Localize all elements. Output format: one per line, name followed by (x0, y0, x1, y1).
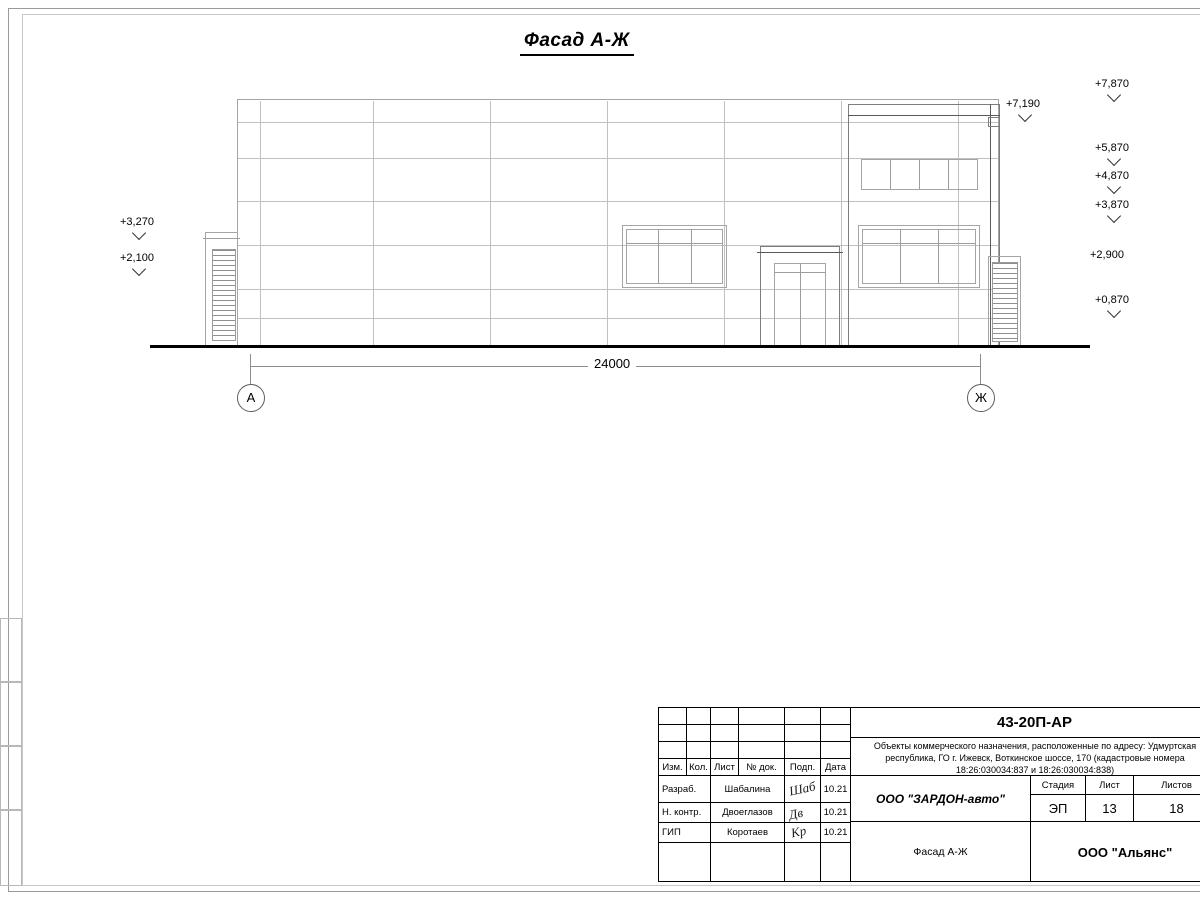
sheet-side-tab-3 (0, 746, 22, 810)
status-value-sheet: 13 (1086, 795, 1134, 822)
window-divider (938, 229, 939, 284)
role-date-nkontr: 10.21 (821, 803, 851, 823)
revision-cell (687, 725, 711, 742)
revision-header-data: Дата (821, 759, 851, 776)
level-mark (1095, 78, 1129, 90)
level-mark (1095, 199, 1129, 211)
level-value: +3,270 (120, 216, 154, 228)
axis-stem (980, 366, 981, 384)
revision-cell (785, 708, 821, 725)
level-arrow-icon (1107, 152, 1121, 166)
role-date-gip: 10.21 (821, 823, 851, 843)
level-mark (120, 252, 154, 264)
object-description: Объекты коммерческого назначения, расположенные по адресу: Удмуртская республика, ГО г. Ижевск, Воткинское шоссе, 170 (кадастровые номера 18:26:030034:837 и 18:26:030034:838) (851, 738, 1200, 776)
signature-gip: Кр (789, 822, 808, 841)
level-arrow-icon (1107, 304, 1121, 318)
mullion (607, 101, 608, 345)
revision-cell (687, 708, 711, 725)
role-name-nkontr: Двоеглазов (711, 803, 785, 823)
window-divider (890, 160, 891, 189)
designer-org: ООО "ЗАРДОН-авто" (876, 791, 1005, 806)
level-mark (1095, 294, 1129, 306)
status-header-sheet: Лист (1086, 776, 1134, 795)
builder-org-cell (1031, 822, 1200, 882)
window-large-right-inner (862, 229, 976, 284)
mullion (373, 101, 374, 345)
window-divider (948, 160, 949, 189)
overall-dimension-label: 24000 (588, 356, 636, 371)
mullion (260, 101, 261, 345)
level-value: +3,870 (1095, 199, 1129, 211)
sheet-side-tab-2 (0, 682, 22, 746)
window-divider (919, 160, 920, 189)
revision-cell (687, 742, 711, 759)
role-date-razrab: 10.21 (821, 776, 851, 803)
status-header-sheets: Листов (1134, 776, 1200, 795)
role-name-gip: Коротаев (711, 823, 785, 843)
title-block (658, 707, 1200, 882)
window-divider (626, 243, 723, 244)
axis-marker-a: А (237, 384, 265, 412)
level-mark (1090, 249, 1124, 261)
revision-cell (821, 742, 851, 759)
stamp-blank-cell (659, 843, 711, 882)
window-large-left-inner (626, 229, 723, 284)
revision-header-izm: Изм. (659, 759, 687, 776)
revision-header-list: Лист (711, 759, 739, 776)
role-label-gip: ГИП (659, 823, 711, 843)
level-mark (1095, 170, 1129, 182)
level-arrow-icon (132, 226, 146, 240)
status-value-stage: ЭП (1031, 795, 1086, 822)
sheet-side-tab-1 (0, 618, 22, 682)
revision-cell (821, 725, 851, 742)
role-label-nkontr: Н. контр. (659, 803, 711, 823)
level-mark (120, 216, 154, 228)
page-title: Фасад А-Ж (520, 30, 634, 56)
revision-cell (711, 725, 739, 742)
revision-cell (739, 708, 785, 725)
axis-marker-zh: Ж (967, 384, 995, 412)
window-divider (691, 229, 692, 284)
role-name-razrab: Шабалина (711, 776, 785, 803)
sheet-title-cell (851, 822, 1031, 882)
level-value: +7,190 (1006, 98, 1040, 110)
signature-razrab: Шаб (787, 778, 817, 799)
stamp-blank-cell (711, 843, 785, 882)
level-mark (1095, 142, 1129, 154)
doc-code-cell (851, 708, 1200, 738)
designer-org-cell (851, 776, 1031, 822)
portal-cornice (757, 252, 843, 253)
status-value-sheets: 18 (1134, 795, 1200, 822)
revision-cell (711, 708, 739, 725)
mullion (490, 101, 491, 345)
left-annex-cap (203, 238, 240, 239)
stamp-blank-cell (785, 843, 821, 882)
level-value: +0,870 (1095, 294, 1129, 306)
revision-cell (739, 725, 785, 742)
stamp-blank-cell (821, 843, 851, 882)
status-header-stage: Стадия (1031, 776, 1086, 795)
revision-header-doc: № док. (739, 759, 785, 776)
axis-stem (250, 366, 251, 384)
level-value: +7,870 (1095, 78, 1129, 90)
door-leaf-divider (800, 264, 801, 346)
level-arrow-icon (1107, 209, 1121, 223)
revision-cell (711, 742, 739, 759)
level-arrow-icon (1107, 180, 1121, 194)
left-louvre-panel (212, 249, 236, 341)
revision-cell (821, 708, 851, 725)
revision-cell (659, 708, 687, 725)
level-value: +2,100 (120, 252, 154, 264)
level-mark (1006, 98, 1040, 110)
role-label-razrab: Разраб. (659, 776, 711, 803)
revision-header-podp: Подп. (785, 759, 821, 776)
roof-detail (988, 117, 1000, 127)
level-value: +2,900 (1090, 249, 1124, 261)
revision-cell (739, 742, 785, 759)
sheet-side-tab-4 (0, 810, 22, 886)
revision-cell (785, 725, 821, 742)
signature-nkontr: Дв (787, 804, 805, 823)
mullion (724, 101, 725, 345)
window-divider (862, 243, 976, 244)
sheet-title: Фасад А-Ж (913, 846, 968, 858)
revision-header-kol: Кол. (687, 759, 711, 776)
level-value: +4,870 (1095, 170, 1129, 182)
builder-org: ООО "Альянс" (1077, 844, 1173, 860)
level-arrow-icon (1018, 108, 1032, 122)
revision-cell (785, 742, 821, 759)
right-block-parapet (848, 115, 1000, 116)
level-value: +5,870 (1095, 142, 1129, 154)
right-louvre-panel (992, 262, 1018, 342)
window-divider (658, 229, 659, 284)
doc-code: 43-20П-АР (997, 714, 1072, 731)
revision-cell (659, 725, 687, 742)
revision-cell (659, 742, 687, 759)
level-arrow-icon (132, 262, 146, 276)
mullion (841, 101, 842, 345)
window-divider (900, 229, 901, 284)
ground-line (150, 345, 1090, 348)
door-transom (775, 272, 825, 273)
level-arrow-icon (1107, 88, 1121, 102)
